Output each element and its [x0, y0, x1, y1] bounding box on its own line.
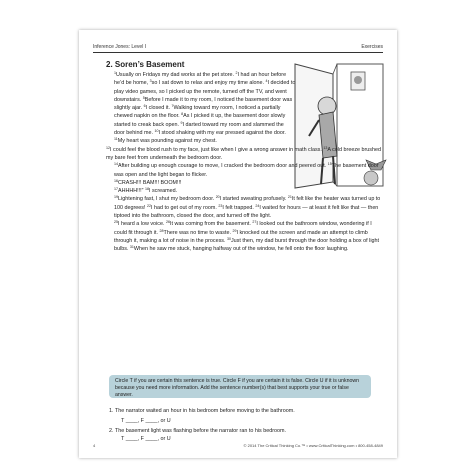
story-paragraph-2: $^{14}$After building up enough courage to move, I cracked the bedroom door and peered out. $^{15}$The basement door was open and the light began to flicker. — [114, 162, 379, 178]
header-section: Exercises — [361, 44, 383, 50]
story-paragraph-4: $^{17}$AHHHH!!!” $^{18}$I screamed. — [114, 187, 178, 195]
footer-copyright: © 2014 The Critical Thinking Co.™ • www.CriticalThinking.com • 800-458-4849 — [243, 443, 383, 448]
page-number: 4 — [93, 443, 96, 448]
header-book-title: Inference Jones: Level I — [93, 44, 147, 50]
story-paragraph-1: $^1$Usually on Fridays my dad works at the pet store. $^2$I had an hour before he’d be home, $^3$so I sat down to relax and enjoy my time alone. $^4$I decided to play video games, so I picked up the remote, turned off the TV, and went downstairs. $^5$Before I made it to my room, I noticed the basement door was slightly ajar. $^6$I closed it. $^7$Walking toward my room, I noticed a partially chewed napkin on the floor. $^8$As I picked it up, the basement door slowly started to creak back open. $^9$I darted toward my room and slammed the door behind me. $^{10}$I stood shaking with my ear pressed against the door. $^{11}$My heart was pounding against my chest. — [114, 71, 296, 145]
question-2-answer[interactable]: T ____, F ____, or U — [121, 436, 171, 442]
story-paragraph-1-continued: $^{12}$I could feel the blood rush to my face, just like when I give a wrong answer in math class. $^{13}$A cold breeze brushed my bare feet from underneath the bedroom door. — [106, 145, 381, 161]
question-number: 1. — [109, 408, 114, 414]
story-title: 2. Soren’s Basement — [106, 60, 185, 69]
worksheet-page — [79, 30, 397, 458]
question-1 — [109, 408, 295, 414]
story-paragraph-3: $^{16}$CRASH!!! BAM!!! BOOM!!! — [114, 178, 182, 186]
story-body — [106, 71, 386, 254]
story-paragraph-6: $^{25}$I heard a low voice. $^{26}$It was coming from the basement. $^{27}$I looked out the bathroom window, wondering if I could fit through it. $^{28}$There was no time to waste. $^{29}$I knocked out the screen and made an attempt to climb through it, making a lot of noise in the process. $^{30}$Just then, my dad burst through the door holding a box of light bulbs. $^{31}$When he saw me stuck, hanging halfway out of the window, he fell onto the floor laughing. — [114, 220, 380, 253]
question-number: 2. — [109, 428, 114, 434]
question-2 — [109, 428, 286, 434]
question-text: The basement light was flashing before the narrator ran to his bedroom. — [114, 428, 287, 434]
instructions-box: Circle T if you are certain this sentence is true. Circle F if you are certain it is false. Circle U if it is unknown because you need more information. Add the sentence number(s) that best supports your true or false answer. — [109, 375, 371, 398]
story-paragraph-5: $^{19}$Lightening fast, I shut my bedroom door. $^{20}$I started sweating profusely. $^{21}$It felt like the heater was turned up to 100 degrees! $^{22}$I had to get out of my room. $^{23}$I felt trapped. $^{24}$I waited for hours — at least it felt like that — then tiptoed into the bathroom, closed the door, and turned off the light. — [114, 195, 381, 220]
question-text: The narrator waited an hour in his bedroom before moving to the bathroom. — [114, 408, 295, 414]
question-1-answer[interactable]: T ____, F ____, or U — [121, 418, 171, 424]
header-rule — [93, 52, 383, 53]
